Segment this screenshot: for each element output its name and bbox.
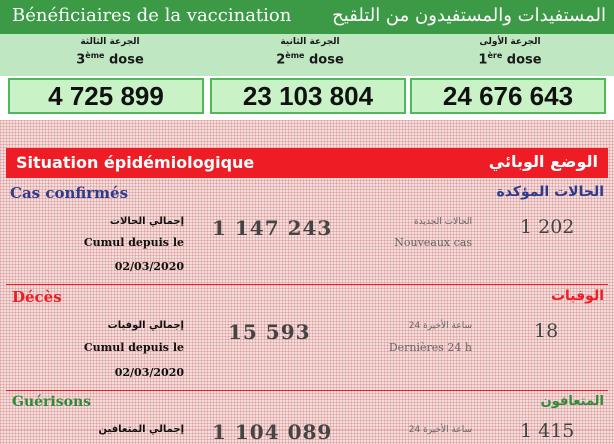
recoveries-cumulative-value: 1 104 089 <box>212 420 333 444</box>
section-divider <box>6 390 608 391</box>
deaths-cumul-date: 02/03/2020 <box>114 366 184 379</box>
confirmed-new-fr: Nouveaux cas <box>394 236 472 249</box>
confirmed-new-ar: الحالات الجديدة <box>414 217 472 227</box>
dose-3-label: الجرعة الثالثة 3ème dose <box>76 37 144 68</box>
confirmed-title-ar: الحالات المؤكدة <box>496 184 604 200</box>
deaths-new-fr: Dernières 24 h <box>388 341 472 354</box>
recoveries-title-fr: Guérisons <box>12 394 92 410</box>
deaths-cumul-fr: Cumul depuis le <box>83 341 184 354</box>
section-divider <box>6 284 608 285</box>
recoveries-new-value: 1 415 <box>520 420 575 442</box>
confirmed-cumul-fr: Cumul depuis le <box>83 236 184 249</box>
deaths-cumul-ar: إجمالي الوفيات <box>107 320 184 331</box>
confirmed-cumul-date: 02/03/2020 <box>114 260 184 273</box>
dose-3-value: 4 725 899 <box>8 78 204 114</box>
dose-1-label: الجرعة الأولى 1ère dose <box>478 37 542 68</box>
recoveries-title-ar: المتعافون <box>540 394 604 409</box>
deaths-title-ar: الوفيات <box>550 288 604 304</box>
deaths-new-value: 18 <box>534 320 559 342</box>
confirmed-title-fr: Cas confirmés <box>10 184 129 202</box>
dose-1-value: 24 676 643 <box>410 78 606 114</box>
situation-title-fr: Situation épidémiologique <box>16 153 255 172</box>
dose-2-value: 23 103 804 <box>210 78 406 114</box>
confirmed-new-value: 1 202 <box>520 216 575 238</box>
recoveries-new-ar: 24 ساعة الأخيرة <box>408 425 472 435</box>
vaccination-panel <box>0 0 614 120</box>
situation-title-ar: الوضع الوبائي <box>488 152 598 171</box>
dose-2-label: الجرعة الثانية 2ème dose <box>276 37 344 68</box>
deaths-title-fr: Décès <box>12 288 62 306</box>
deaths-cumulative-value: 15 593 <box>228 320 311 344</box>
vaccination-title-ar: المستفيدات والمستفيدون من التلقيح <box>332 5 606 26</box>
situation-header <box>6 148 608 178</box>
confirmed-cumulative-value: 1 147 243 <box>212 216 333 240</box>
dose-labels-row <box>0 34 614 76</box>
deaths-new-ar: 24 ساعة الأخيرة <box>408 321 472 331</box>
vaccination-title-fr: Bénéficiaires de la vaccination <box>12 5 292 26</box>
vaccination-header <box>0 0 614 34</box>
confirmed-cumul-ar: إجمالي الحالات <box>109 216 184 227</box>
recoveries-cumul-ar: إجمالي المتعافين <box>98 424 184 435</box>
